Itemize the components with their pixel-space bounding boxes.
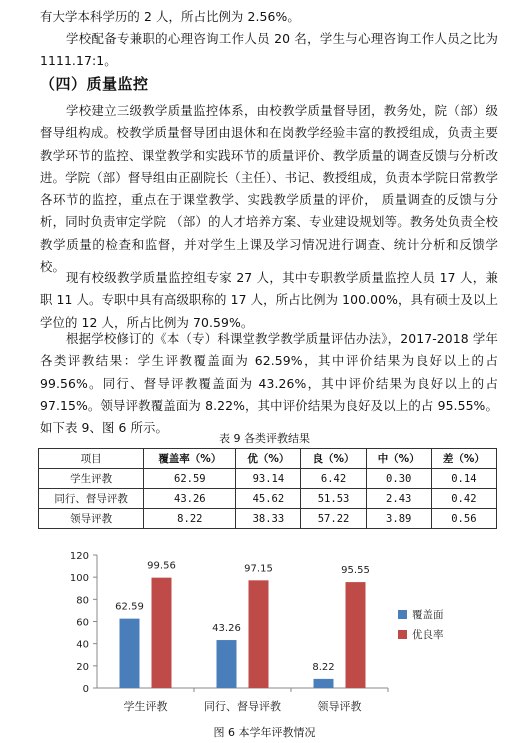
header-cell: 项目: [39, 449, 144, 469]
x-tick-label: 学生评教: [123, 700, 168, 713]
paragraph-4: 根据学校修订的《本（专）科课堂教学教学质量评估办法》，2017-2018 学年各类评教结果：学生评教覆盖面为 62.59%，其中评价结果为良好以上的占 99.56%。同行、督导评教覆盖面为 43.26%，其中评价结果为良好以上的占 97.15%。领导评教覆盖面为 8.22%，其中评价结果为良好及以上的占 95.55%。如下表 9、图 6 所示。: [40, 331, 498, 436]
paragraph-2: 学校建立三级教学质量监控体系，由校教学质量督导团，教务处，院（部）级督导组构成。校教学质量督导团由退休和在岗教学经验丰富的教授组成，负责主要教学环节的监控、课堂教学和实践环节的质量评价、教学质量的调查反馈与分析改进。学院（部）督导组由正副院长（主任）、书记、教授组成，负责本学院日常教学各环节的监控，重点在于课堂教学、实践教学质量的评价， 质量调查的反馈与分析，同时负责审定学院 （部）的人才培养方案、专业建设规划等。教务处负责全校教学质量的检查和监督，并对学生上课及学习情况进行调查、统计分析和反馈学校。: [40, 103, 498, 275]
table-cell: 0.30: [366, 469, 431, 489]
header-cell: 差（%）: [431, 449, 496, 469]
table-caption: 表 9 各类评教结果: [219, 432, 310, 445]
header-cell: 覆盖率（%）: [144, 449, 236, 469]
table-cell: 43.26: [144, 489, 236, 509]
paragraph-1: 学校配备专兼职的心理咨询工作人员 20 名，学生与心理咨询工作人员之比为 1111.17:1。: [40, 31, 498, 69]
row-label: 领导评教: [39, 509, 144, 529]
y-tick-label: 80: [76, 595, 89, 607]
table-row: [39, 509, 497, 529]
chart-caption: 图 6 本学年评教情况: [213, 726, 316, 739]
y-tick-label: 120: [69, 551, 89, 562]
x-tick-label: 同行、督导评教: [204, 700, 281, 713]
y-tick-label: 40: [76, 639, 89, 651]
table-cell: 0.56: [431, 509, 496, 529]
data-label: 99.56: [147, 560, 176, 572]
table-cell: 45.62: [236, 489, 301, 509]
bar-coverage: [314, 679, 334, 688]
y-tick-label: 0: [82, 684, 89, 695]
table-cell: 2.43: [366, 489, 431, 509]
legend-swatch: [398, 610, 407, 619]
legend-label: 覆盖面: [412, 609, 444, 621]
data-label: 43.26: [212, 623, 241, 635]
header-cell: 中（%）: [366, 449, 431, 469]
bar-good-rate: [152, 578, 172, 688]
y-tick-label: 20: [76, 661, 89, 673]
table-cell: 51.53: [301, 489, 366, 509]
table-cell: 0.14: [431, 469, 496, 489]
bar-coverage: [217, 640, 237, 688]
paragraph-3: 现有校级教学质量监控组专家 27 人，其中专职教学质量监控人员 17 人，兼职 11 人。专职中具有高级职称的 17 人，所占比例为 100.00%，具有硕士及以上学位的 12 人，所占比例为 70.59%。: [40, 270, 498, 330]
x-tick-label: 领导评教: [317, 700, 362, 713]
header-cell: 优（%）: [236, 449, 301, 469]
data-label: 62.59: [115, 601, 144, 613]
data-label: 97.15: [244, 563, 273, 575]
table-cell: 8.22: [144, 509, 236, 529]
paragraph-0: 有大学本科学历的 2 人，所占比例为 2.56%。: [40, 9, 300, 24]
table-cell: 0.42: [431, 489, 496, 509]
table-row: [39, 489, 497, 509]
bar-coverage: [120, 619, 140, 688]
bar-good-rate: [249, 580, 269, 688]
table-cell: 38.33: [236, 509, 301, 529]
header-cell: 良（%）: [301, 449, 366, 469]
table-cell: 62.59: [144, 469, 236, 489]
y-tick-label: 60: [76, 617, 89, 629]
table-cell: 93.14: [236, 469, 301, 489]
evaluation-bar-chart: [0, 540, 529, 725]
bar-good-rate: [346, 582, 366, 688]
y-tick-label: 100: [69, 573, 89, 585]
table-header-row: [39, 449, 497, 469]
table-cell: 3.89: [366, 509, 431, 529]
data-label: 95.55: [341, 565, 370, 577]
table-cell: 6.42: [301, 469, 366, 489]
data-label: 8.22: [312, 661, 335, 673]
table-row: [39, 469, 497, 489]
legend-swatch: [398, 630, 407, 639]
legend-label: 优良率: [412, 629, 444, 641]
section-heading: （四）质量监控: [40, 75, 149, 93]
table-cell: 57.22: [301, 509, 366, 529]
row-label: 同行、督导评教: [39, 489, 144, 509]
results-table: [38, 448, 497, 529]
row-label: 学生评教: [39, 469, 144, 489]
